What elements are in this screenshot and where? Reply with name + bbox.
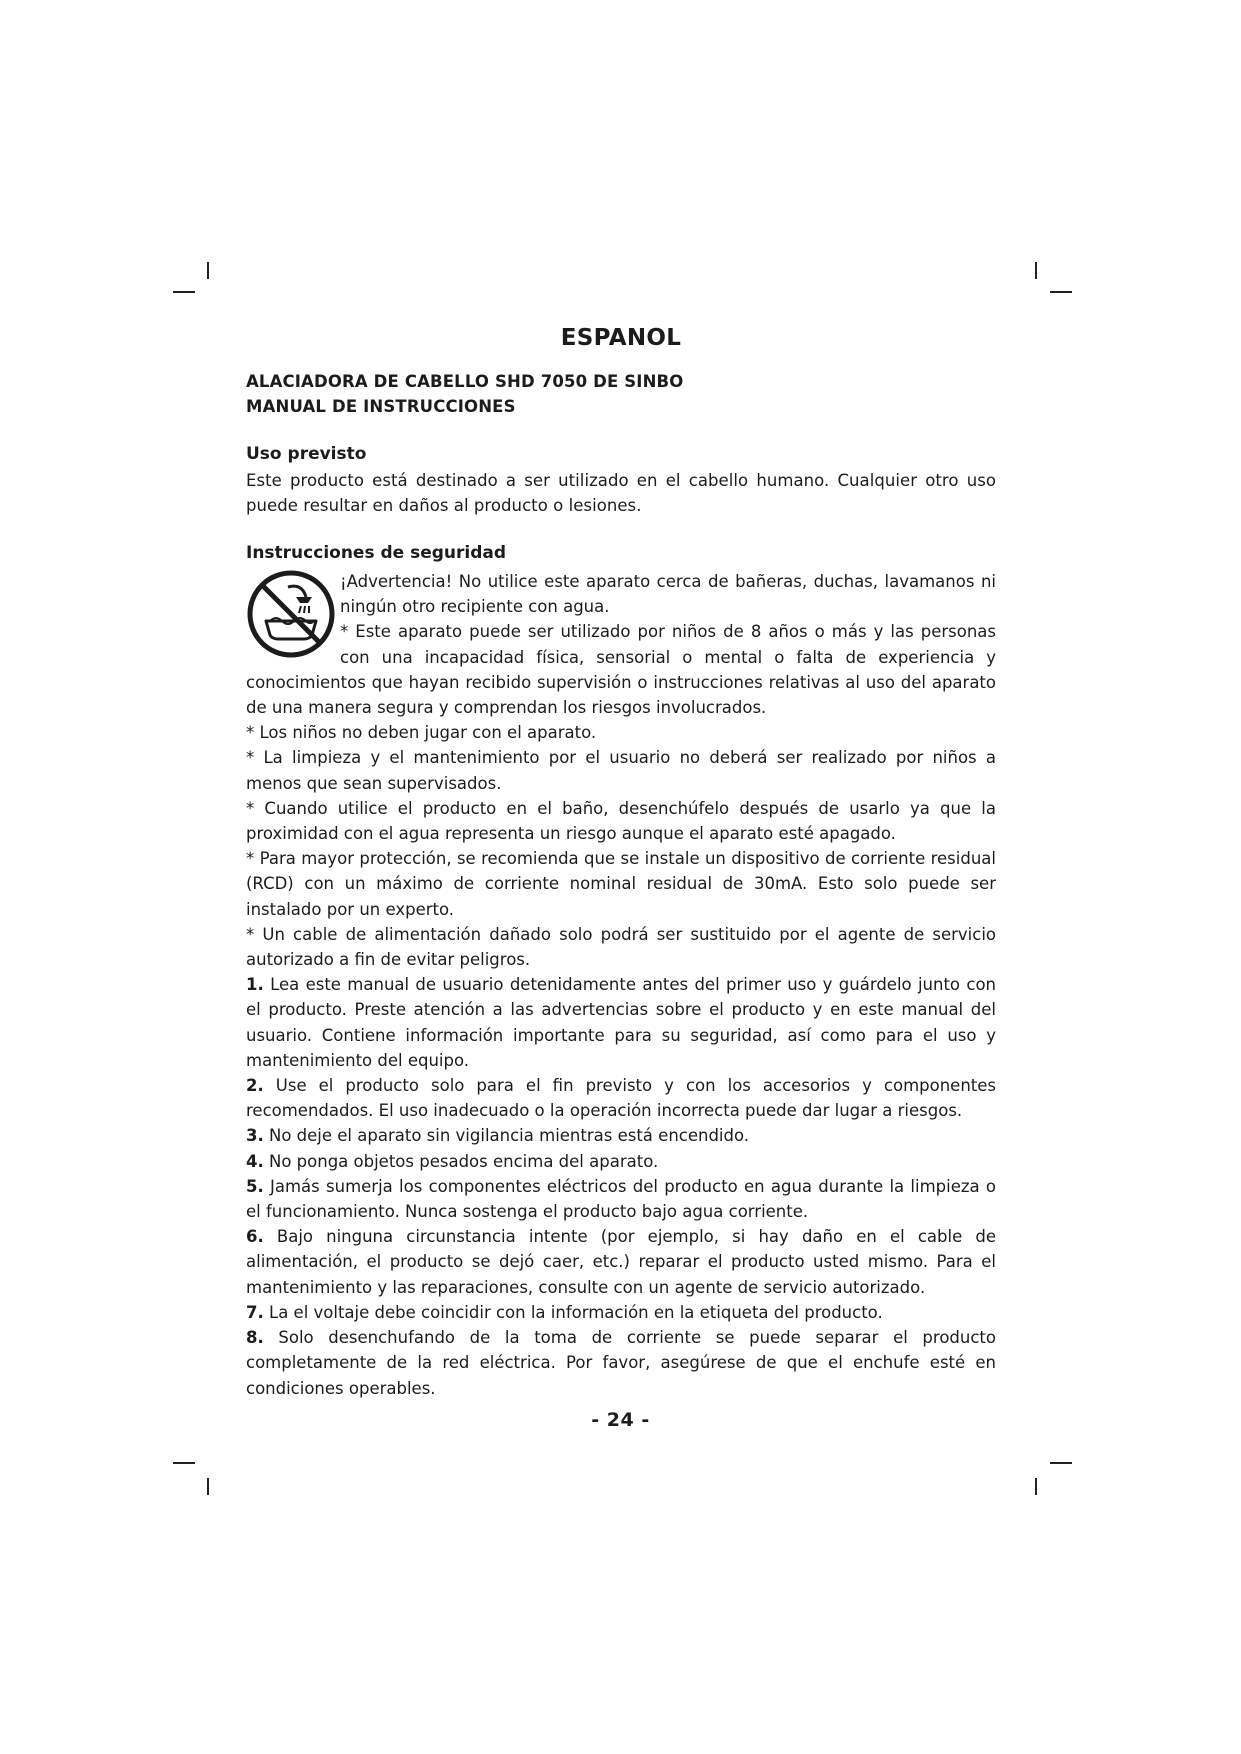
- item-number: 5.: [246, 1176, 264, 1196]
- warning-text: No utilice este aparato cerca de bañeras, duchas, lavamanos ni ningún otro recipiente con agua.: [340, 572, 996, 617]
- safety-bullet: * Los niños no deben jugar con el aparato.: [246, 723, 597, 743]
- item-number: 3.: [246, 1126, 264, 1146]
- crop-mark: [207, 1478, 209, 1495]
- safety-bullet: * Cuando utilice el producto en el baño, desenchúfelo después de usarlo ya que la proximidad con el agua representa un riesgo aunque el aparato esté apagado.: [246, 798, 996, 844]
- numbered-item: [246, 1325, 996, 1401]
- numbered-item: [246, 1073, 996, 1123]
- document-title-line2: MANUAL DE INSTRUCCIONES: [246, 397, 516, 416]
- language-title: ESPANOL: [560, 325, 682, 351]
- numbered-item: [246, 1300, 996, 1325]
- numbered-item: [246, 1123, 996, 1148]
- item-text: Jamás sumerja los componentes eléctricos del producto en agua durante la limpieza o el funcionamiento. Nunca sostenga el producto bajo agua corriente.: [246, 1176, 996, 1222]
- item-number: 1.: [246, 975, 264, 995]
- no-water-bath-icon: [246, 569, 336, 659]
- crop-mark: [1035, 1478, 1037, 1495]
- crop-mark: [173, 291, 195, 293]
- item-number: 6.: [246, 1227, 264, 1247]
- document-title: [246, 369, 683, 419]
- safety-bullet: * Un cable de alimentación dañado solo podrá ser sustituido por el agente de servicio autorizado a fin de evitar peligros.: [246, 924, 996, 970]
- crop-mark: [173, 1462, 195, 1464]
- item-text: Lea este manual de usuario detenidamente antes del primer uso y guárdelo junto con el producto. Preste atención a las advertencias sobre el producto y en este manual del usuario. Contiene información importante para su seguridad, así como para el uso y mantenimiento del equipo.: [246, 975, 996, 1070]
- document-title-line1: ALACIADORA DE CABELLO SHD 7050 DE SINBO: [246, 372, 684, 391]
- numbered-item: [246, 1174, 996, 1224]
- safety-bullet: * Este aparato puede ser utilizado por niños de 8 años o más y las personas con una incapacidad física, sensorial o mental o falta de experiencia y conocimientos que hayan recibido supervisión o instrucciones relativas al uso del aparato de una manera segura y comprendan los riesgos involucrados.: [246, 622, 996, 718]
- warning-paragraph: [246, 569, 996, 619]
- item-text: Use el producto solo para el fin previsto y con los accesorios y componentes recomendados. El uso inadecuado o la operación incorrecta puede dar lugar a riesgos.: [246, 1076, 996, 1121]
- item-text: No deje el aparato sin vigilancia mientras está encendido.: [263, 1126, 750, 1146]
- crop-mark: [1050, 291, 1072, 293]
- page-number: - 24 -: [591, 1409, 650, 1431]
- safety-heading: Instrucciones de seguridad: [246, 543, 507, 563]
- item-text: Solo desenchufando de la toma de corriente se puede separar el producto completamente de la red eléctrica. Por favor, asegúrese de que el enchufe esté en condiciones operables.: [246, 1328, 996, 1398]
- numbered-item: [246, 972, 996, 1073]
- safety-instructions: [246, 569, 996, 1401]
- safety-bullet: * La limpieza y el mantenimiento por el usuario no deberá ser realizado por niños a menos que sean supervisados.: [246, 748, 996, 793]
- item-text: La el voltaje debe coincidir con la información en la etiqueta del producto.: [263, 1302, 883, 1322]
- safety-bullet: * Para mayor protección, se recomienda que se instale un dispositivo de corriente residual (RCD) con un máximo de corriente nominal residual de 30mA. Esto solo puede ser instalado por un experto.: [246, 849, 996, 919]
- numbered-item: [246, 1224, 996, 1300]
- intended-use-heading: Uso previsto: [246, 444, 367, 464]
- item-number: 8.: [246, 1328, 264, 1348]
- item-text: Bajo ninguna circunstancia intente (por ejemplo, si hay daño en el cable de alimentación, el producto se dejó caer, etc.) reparar el producto usted mismo. Para el mantenimiento y las reparaciones, consulte con un agente de servicio autorizado.: [246, 1227, 996, 1297]
- warning-label: ¡Advertencia!: [340, 572, 453, 591]
- crop-mark: [1050, 1462, 1072, 1464]
- numbered-item: [246, 1149, 996, 1174]
- crop-mark: [1035, 262, 1037, 279]
- item-number: 4.: [246, 1151, 264, 1171]
- item-text: No ponga objetos pesados encima del aparato.: [263, 1151, 659, 1171]
- intended-use-text: Este producto está destinado a ser utilizado en el cabello humano. Cualquier otro uso puede resultar en daños al producto o lesiones.: [246, 471, 996, 516]
- crop-mark: [207, 262, 209, 279]
- item-number: 2.: [246, 1076, 264, 1096]
- item-number: 7.: [246, 1302, 264, 1322]
